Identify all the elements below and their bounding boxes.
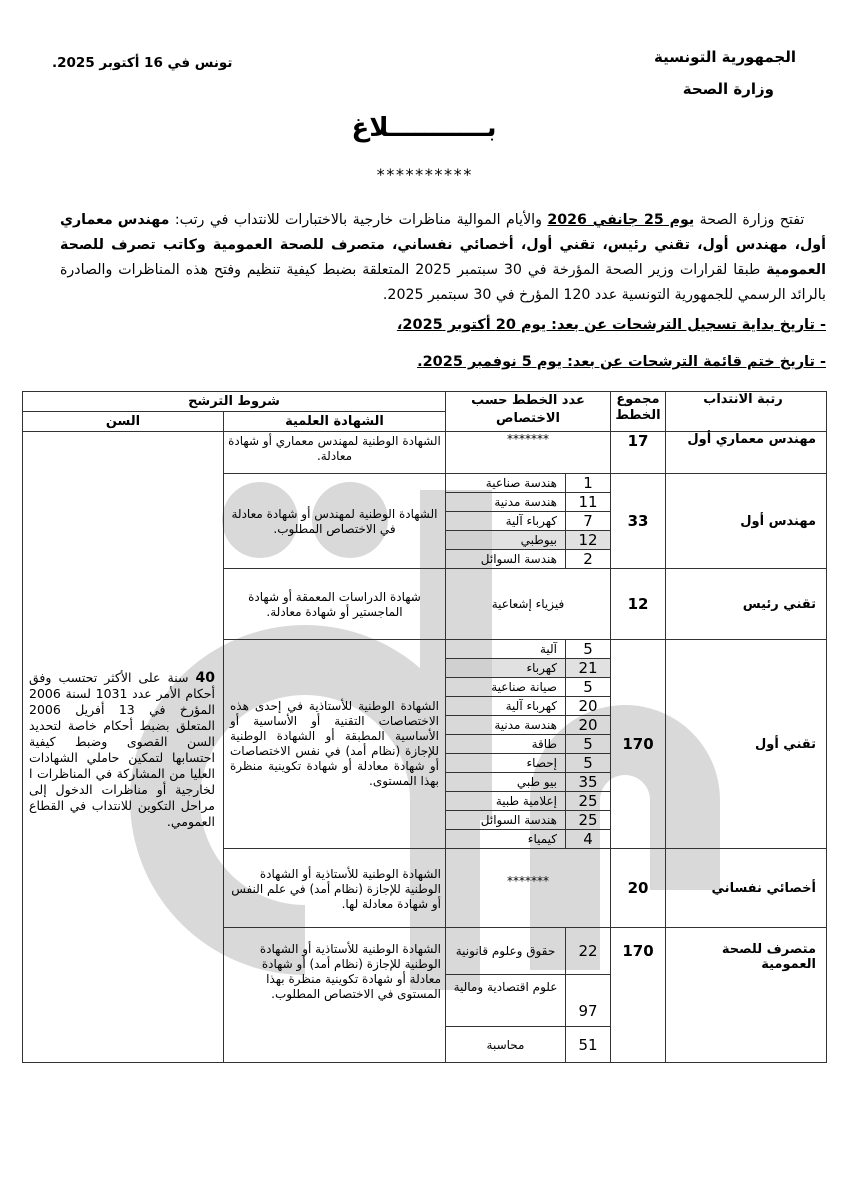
specialty-count: 5 <box>566 735 611 754</box>
total-cell: 33 <box>611 474 666 569</box>
specialty-count: 7 <box>566 512 611 531</box>
degree-cell: الشهادة الوطنية للأستاذية أو الشهادة الوطنية للإجازة (نظام أمد) أو شهادة معادلة أو شهادة تكوينية منظرة بهذا المستوى في الاختصاص المطلوب. <box>224 928 446 1063</box>
specialty-name: آلية <box>446 640 566 659</box>
specialty-count: 25 <box>566 792 611 811</box>
specialty-name: هندسة صناعية <box>446 474 566 493</box>
specialty-count: 97 <box>566 975 611 1027</box>
specialty-count: 22 <box>566 928 611 975</box>
rank-cell: متصرف للصحة العمومية <box>666 928 827 1063</box>
specialty-name: هندسة مدنية <box>446 493 566 512</box>
place-date: تونس في 16 أكتوبر 2025. <box>52 55 233 71</box>
rank-cell: مهندس معماري أول <box>666 432 827 474</box>
specialty-count: 2 <box>566 550 611 569</box>
republic-name: الجمهورية التونسية <box>654 48 796 66</box>
specialty-count: 5 <box>566 640 611 659</box>
specialty-count: 1 <box>566 474 611 493</box>
specialty-stars: ******* <box>446 849 611 928</box>
registration-start-date: - تاريخ بداية تسجيل الترشحات عن بعد: يوم 20 أكتوبر 2025، <box>396 317 826 333</box>
ranks-list: مهندس معماري أول، مهندس أول، تقني رئيس، تقني أول، أخصائي نفساني، متصرف للصحة العمومية وكاتب تصرف للصحة العمومية <box>60 212 826 278</box>
specialty-name: كهرباء آلية <box>446 512 566 531</box>
specialty-name: طاقة <box>446 735 566 754</box>
rank-cell: مهندس أول <box>666 474 827 569</box>
age-text: سنة على الأكثر تحتسب وفق أحكام الأمر عدد 1031 لسنة 2006 المؤرخ في 13 أفريل 2006 المتعلق بضبط أحكام خاصة لتحديد السن القصوى وضبط كيفية احتسابها لتمكين حاملي الشهادات العليا من المشاركة في المناظرات ا لخارجية أو مناظرات الدخول إلى مراحل التكوين للانتداب في القطاع العمومي. <box>29 669 215 829</box>
specialty-stars: ******* <box>446 432 611 474</box>
specialty-name: كيمياء <box>446 830 566 849</box>
header-total: مجموع الخطط <box>611 392 666 432</box>
age-limit: 40 <box>195 669 215 686</box>
specialty-name: بيوطبي <box>446 531 566 550</box>
specialty-count: 35 <box>566 773 611 792</box>
exam-date: يوم 25 جانفي 2026 <box>547 212 695 228</box>
specialty-name: حقوق وعلوم قانونية <box>446 928 566 975</box>
specialty-name: محاسبة <box>446 1027 566 1063</box>
degree-cell: الشهادة الوطنية للأستاذية أو الشهادة الوطنية للإجازة (نظام أمد) في علم النفس أو شهادة معادلة لها. <box>224 849 446 928</box>
specialty-count: 21 <box>566 659 611 678</box>
total-cell: 170 <box>611 928 666 1063</box>
specialty-name: بيو طبي <box>446 773 566 792</box>
specialty-name: فيزياء إشعاعية <box>446 569 611 640</box>
degree-cell: الشهادة الوطنية لمهندس معماري أو شهادة معادلة. <box>224 432 446 474</box>
specialty-count: 20 <box>566 697 611 716</box>
title-separator: ********** <box>375 165 473 184</box>
specialty-name: كهرباء <box>446 659 566 678</box>
header-rank: رتبة الانتداب <box>666 392 827 432</box>
rank-cell: أخصائي نفساني <box>666 849 827 928</box>
header-degree: الشهادة العلمية <box>224 412 446 432</box>
specialty-count: 5 <box>566 678 611 697</box>
specialty-count: 20 <box>566 716 611 735</box>
ministry-name: وزارة الصحة <box>682 80 774 98</box>
age-cell <box>23 432 224 1063</box>
header-by-specialty: عدد الخطط حسب الاختصاص <box>446 392 611 432</box>
total-cell: 17 <box>611 432 666 474</box>
specialty-name: هندسة السوائل <box>446 811 566 830</box>
intro-paragraph <box>60 208 826 308</box>
header-age: السن <box>23 412 224 432</box>
specialty-name: إحصاء <box>446 754 566 773</box>
degree-cell: شهادة الدراسات المعمقة أو شهادة الماجستير أو شهادة معادلة. <box>224 569 446 640</box>
specialty-count: 25 <box>566 811 611 830</box>
letterhead <box>654 48 796 112</box>
specialty-name: صيانة صناعية <box>446 678 566 697</box>
registration-end-date: - تاريخ ختم قائمة الترشحات عن بعد: يوم 5 نوفمبر 2025. <box>417 354 826 370</box>
total-cell: 12 <box>611 569 666 640</box>
total-cell: 20 <box>611 849 666 928</box>
specialty-name: علوم اقتصادية ومالية <box>446 975 566 1027</box>
intro-text-3: طبقا لقرارات وزير الصحة المؤرخة في 30 سبتمبر 2025 المتعلقة بضبط كيفية تنظيم وفتح هذه المناظرات والصادرة بالرائد الرسمي للجمهورية التونسية عدد 120 المؤرخ في 30 سبتمبر 2025. <box>60 262 826 303</box>
specialty-name: إعلامية طبية <box>446 792 566 811</box>
intro-text-2: والأيام الموالية مناظرات خارجية بالاختبارات للانتداب في رتب: <box>169 212 548 228</box>
header-conditions: شروط الترشح <box>23 392 446 412</box>
specialty-name: كهرباء آلية <box>446 697 566 716</box>
total-cell: 170 <box>611 640 666 849</box>
specialty-count: 4 <box>566 830 611 849</box>
positions-table <box>22 391 827 1063</box>
specialty-count: 5 <box>566 754 611 773</box>
rank-cell: تقني رئيس <box>666 569 827 640</box>
table-row <box>23 432 827 474</box>
degree-cell: الشهادة الوطنية للأستاذية في إحدى هذه الاختصاصات التقنية أو الأساسية أو الأساسية المطبقة أو الشهادة الوطنية للإجازة (نظام أمد) في نفس الاختصاصات أو شهادة معادلة أو شهادة تكوينية منظرة بهذا المستوى. <box>224 640 446 849</box>
degree-cell: الشهادة الوطنية لمهندس أو شهادة معادلة في الاختصاص المطلوب. <box>224 474 446 569</box>
rank-cell: تقني أول <box>666 640 827 849</box>
specialty-name: هندسة السوائل <box>446 550 566 569</box>
intro-text-1: تفتح وزارة الصحة <box>694 212 805 228</box>
specialty-count: 11 <box>566 493 611 512</box>
specialty-count: 12 <box>566 531 611 550</box>
document-title: بـــــــــــلاغ <box>351 113 497 143</box>
specialty-count: 51 <box>566 1027 611 1063</box>
specialty-name: هندسة مدنية <box>446 716 566 735</box>
